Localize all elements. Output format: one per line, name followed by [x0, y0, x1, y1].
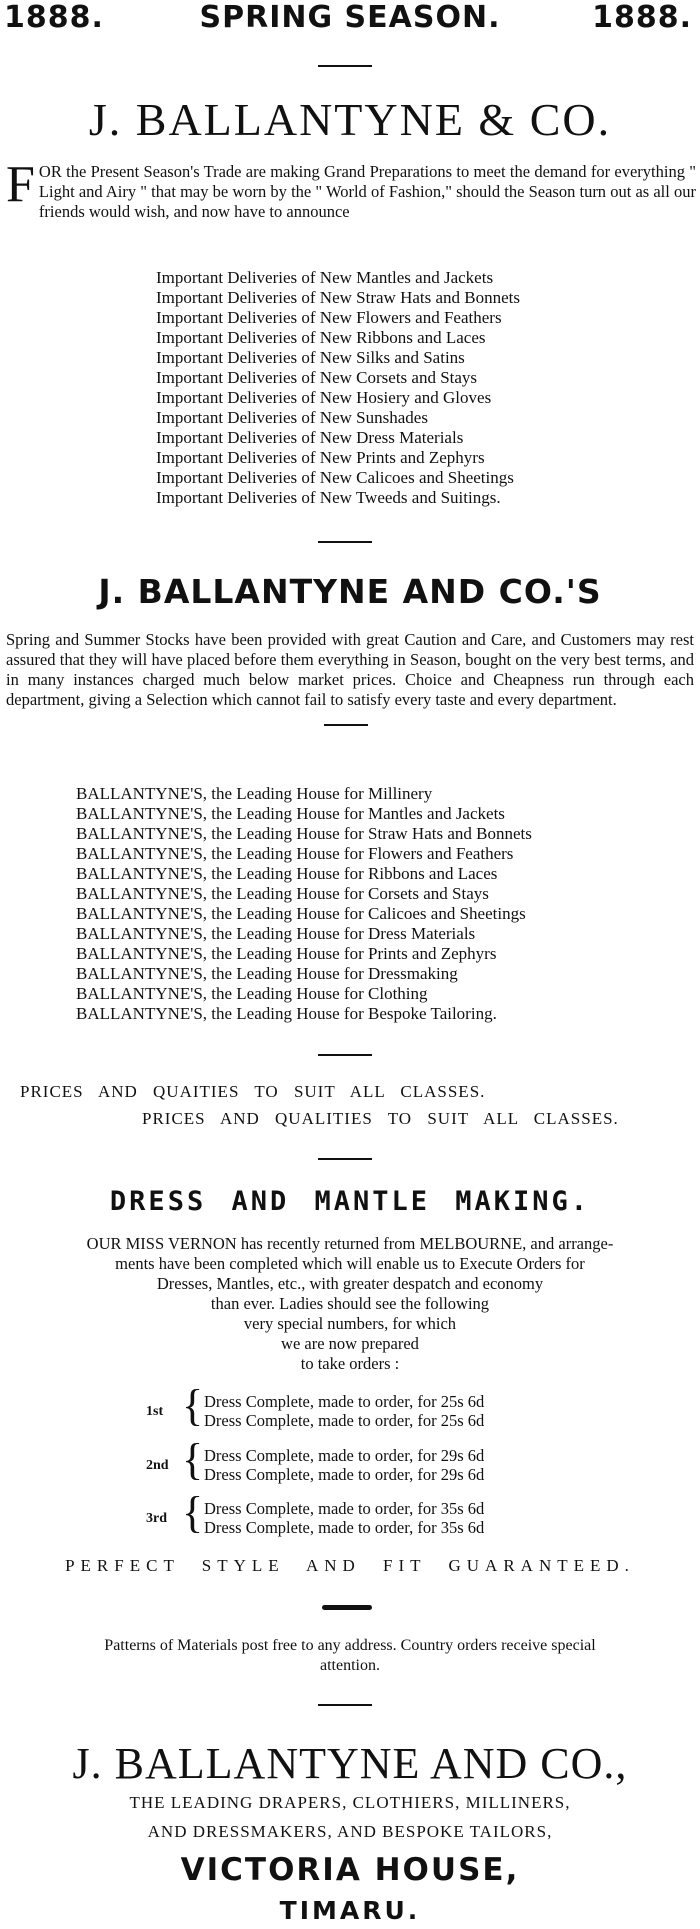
list-item: Important Deliveries of New Calicoes and Sheetings — [156, 468, 514, 487]
list-item: BALLANTYNE'S, the Leading House for Prints and Zephyrs — [76, 944, 497, 963]
list-item: BALLANTYNE'S, the Leading House for Bespoke Tailoring. — [76, 1004, 497, 1023]
vernon-line: than ever. Ladies should see the following — [210, 1294, 490, 1313]
vernon-paragraph — [0, 1234, 700, 1374]
timaru: TIMARU. — [279, 1896, 421, 1925]
divider — [318, 65, 372, 67]
list-item: Important Deliveries of New Mantles and Jackets — [156, 268, 494, 287]
order-line: Dress Complete, made to order, for 29s 6d — [204, 1446, 485, 1465]
vernon-line: to take orders : — [300, 1354, 400, 1373]
vernon-line: OUR MISS VERNON has recently returned from MELBOURNE, and arrange- — [86, 1234, 614, 1253]
deliveries-list — [156, 268, 520, 508]
stocks-paragraph: Spring and Summer Stocks have been provided with great Caution and Care, and Customers may rest assured that they will have placed before them everything in Season, bought on the very best terms, and in many instances charged much below market prices. Choice and Cheapness run through each department, giving a Selection which cannot fail to satisfy every taste and every department. — [6, 630, 694, 709]
list-item: Important Deliveries of New Sunshades — [156, 408, 428, 427]
header-year-right: 1888. — [592, 0, 692, 35]
intro-text: OR the Present Season's Trade are making Grand Preparations to meet the demand for everything " Light and Airy " that may be worn by the " World of Fashion," should the Season turn out as all our friends would wish, and now have to announce — [38, 162, 696, 221]
list-item: Important Deliveries of New Ribbons and Laces — [156, 328, 486, 347]
footer-line-1: THE LEADING DRAPERS, CLOTHIERS, MILLINERS, — [129, 1793, 571, 1812]
list-item: Important Deliveries of New Dress Materials — [156, 428, 464, 447]
vernon-line: Dresses, Mantles, etc., with greater despatch and economy — [156, 1274, 544, 1293]
order-lines — [204, 1499, 484, 1537]
prices-line-1: PRICES AND QUAITIES TO SUIT ALL CLASSES. — [20, 1082, 486, 1101]
patterns-line: attention. — [320, 1657, 380, 1674]
divider — [318, 1704, 372, 1706]
divider — [318, 541, 372, 543]
list-item: Important Deliveries of New Flowers and Feathers — [156, 308, 502, 327]
list-item: BALLANTYNE'S, the Leading House for Mantles and Jackets — [76, 804, 505, 823]
intro-paragraph — [6, 156, 696, 222]
list-item: Important Deliveries of New Silks and Satins — [156, 348, 465, 367]
list-item: Important Deliveries of New Hosiery and Gloves — [156, 388, 492, 407]
list-item: BALLANTYNE'S, the Leading House for Straw Hats and Bonnets — [76, 824, 532, 843]
leading-houses-list — [76, 784, 532, 1024]
brace-icon: { — [182, 1488, 204, 1537]
vernon-line: very special numbers, for which — [243, 1314, 457, 1333]
firm-title: J. BALLANTYNE & CO. — [88, 94, 612, 145]
list-item: Important Deliveries of New Straw Hats and Bonnets — [156, 288, 520, 307]
list-item: Important Deliveries of New Tweeds and Suitings. — [156, 488, 501, 507]
order-lines — [204, 1392, 484, 1430]
divider — [324, 724, 368, 726]
header-title: SPRING SEASON. — [199, 0, 501, 35]
order-line: Dress Complete, made to order, for 35s 6d — [204, 1518, 485, 1537]
order-label: 2nd — [146, 1458, 169, 1473]
divider — [318, 1158, 372, 1160]
divider — [318, 1054, 372, 1056]
footer-firm: J. BALLANTYNE AND CO., — [72, 1739, 628, 1788]
order-line: Dress Complete, made to order, for 29s 6d — [204, 1465, 485, 1484]
order-lines — [204, 1446, 484, 1484]
brace-icon: { — [182, 1435, 204, 1484]
order-line: Dress Complete, made to order, for 25s 6d — [204, 1411, 485, 1430]
list-item: Important Deliveries of New Corsets and Stays — [156, 368, 478, 387]
divider — [322, 1605, 372, 1610]
list-item: Important Deliveries of New Prints and Zephyrs — [156, 448, 485, 467]
brace-icon: { — [182, 1381, 204, 1430]
list-item: BALLANTYNE'S, the Leading House for Clothing — [76, 984, 428, 1003]
drop-cap: F — [6, 156, 35, 213]
vernon-line: ments have been completed which will enable us to Execute Orders for — [115, 1254, 585, 1273]
guarantee-line: PERFECT STYLE AND FIT GUARANTEED. — [65, 1556, 635, 1575]
order-line: Dress Complete, made to order, for 35s 6d — [204, 1499, 485, 1518]
list-item: BALLANTYNE'S, the Leading House for Calicoes and Sheetings — [76, 904, 526, 923]
footer-line-2: AND DRESSMAKERS, AND BESPOKE TAILORS, — [147, 1822, 553, 1841]
vernon-line: we are now prepared — [281, 1334, 419, 1353]
order-line: Dress Complete, made to order, for 25s 6d — [204, 1392, 485, 1411]
second-title: J. BALLANTYNE AND CO.'S — [98, 572, 602, 611]
dress-title: DRESS AND MANTLE MAKING. — [109, 1186, 591, 1217]
order-label: 3rd — [146, 1511, 167, 1526]
patterns-line: Patterns of Materials post free to any address. Country orders receive special — [104, 1637, 596, 1654]
order-label: 1st — [146, 1404, 164, 1419]
list-item: BALLANTYNE'S, the Leading House for Dress Materials — [76, 924, 476, 943]
list-item: BALLANTYNE'S, the Leading House for Corsets and Stays — [76, 884, 489, 903]
list-item: BALLANTYNE'S, the Leading House for Flowers and Feathers — [76, 844, 514, 863]
victoria-house: VICTORIA HOUSE, — [180, 1852, 520, 1888]
list-item: BALLANTYNE'S, the Leading House for Ribbons and Laces — [76, 864, 498, 883]
header-year-left: 1888. — [4, 0, 104, 35]
list-item: BALLANTYNE'S, the Leading House for Dressmaking — [76, 964, 458, 983]
prices-line-2: PRICES AND QUALITIES TO SUIT ALL CLASSES. — [142, 1109, 619, 1128]
patterns-paragraph — [0, 1636, 700, 1676]
list-item: BALLANTYNE'S, the Leading House for Millinery — [76, 784, 433, 803]
